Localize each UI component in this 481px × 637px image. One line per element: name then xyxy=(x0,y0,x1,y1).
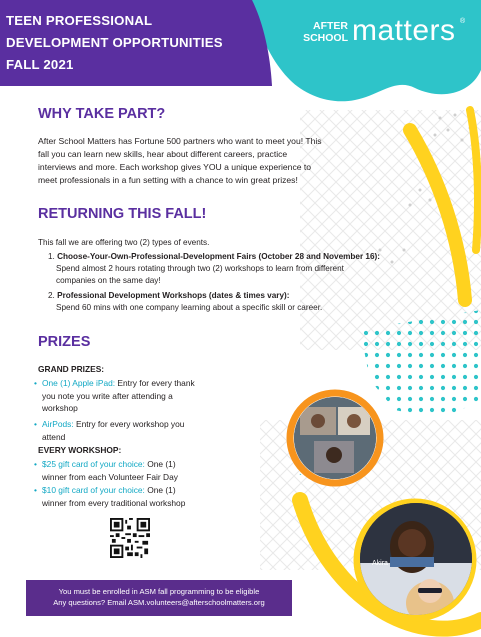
bullet-icon: • xyxy=(34,419,37,429)
bullet-icon: • xyxy=(34,459,37,469)
zoom-photo-students xyxy=(360,503,472,615)
bullet-icon: • xyxy=(34,378,37,388)
logo-registered-mark: ® xyxy=(460,18,466,25)
logo-word: AFTER xyxy=(313,20,348,32)
prize-text: One (1) xyxy=(147,459,176,469)
section-heading-why: WHY TAKE PART? xyxy=(38,106,166,122)
prize-text: winner from each Volunteer Fair Day xyxy=(42,471,178,482)
banner-line: Any questions? Email ASM.volunteers@afterschoolmatters.org xyxy=(53,598,265,607)
event-item-2-desc xyxy=(56,302,426,314)
item-desc-line: Spend 60 mins with one company learning about a specific skill or career. xyxy=(56,303,323,312)
prize-text: you note you write after attending a xyxy=(42,390,173,401)
paragraph-line: fall you can learn new skills, hear about different careers, practice xyxy=(38,149,288,159)
logo-wordmark: matters xyxy=(352,14,456,47)
event-item-1-desc xyxy=(56,263,426,287)
every-workshop-label: EVERY WORKSHOP: xyxy=(38,445,122,455)
item-number: 1. xyxy=(48,252,55,261)
prize-text: Entry for every workshop you xyxy=(75,419,185,429)
prize-text: winner from every traditional workshop xyxy=(42,497,186,508)
prize-highlight: $25 gift card of your choice: xyxy=(42,459,145,469)
after-school-matters-logo xyxy=(292,16,472,56)
prize-text: Entry for every thank xyxy=(117,378,195,388)
prize-text: attend xyxy=(42,431,66,442)
prize-highlight: AirPods: xyxy=(42,419,74,429)
flyer-title xyxy=(6,10,256,76)
prize-highlight: $10 gift card of your choice: xyxy=(42,485,145,495)
paragraph-line: After School Matters has Fortune 500 partners who want to meet you! This xyxy=(38,136,322,146)
event-item-2 xyxy=(48,290,428,302)
paragraph-line: meet professionals in a fun setting with a chance to win great prizes! xyxy=(38,175,298,185)
paragraph-line: interviews and more. Each workshop gives YOU a unique experience to xyxy=(38,162,312,172)
title-line: FALL 2021 xyxy=(6,57,74,72)
section-heading-returning: RETURNING THIS FALL! xyxy=(38,206,207,222)
item-title: Choose-Your-Own-Professional-Development Fairs (October 28 and November 16): xyxy=(57,252,380,261)
logo-word: SCHOOL xyxy=(303,32,348,44)
zoom-photo-group xyxy=(294,397,376,479)
grand-prizes-label: GRAND PRIZES: xyxy=(38,364,105,374)
photo-illustration xyxy=(360,503,472,615)
why-paragraph xyxy=(38,135,418,187)
prize-highlight: One (1) Apple iPad: xyxy=(42,378,116,388)
title-line: DEVELOPMENT OPPORTUNITIES xyxy=(6,35,223,50)
eligibility-banner xyxy=(26,580,292,616)
event-item-1 xyxy=(48,251,428,263)
photo-illustration xyxy=(294,397,376,479)
prize-text: One (1) xyxy=(147,485,176,495)
item-number: 2. xyxy=(48,291,55,300)
prize-item-ipad xyxy=(34,377,247,415)
item-desc-line: companies on the same day! xyxy=(56,276,161,285)
banner-line: You must be enrolled in ASM fall programming to be eligible xyxy=(58,587,260,596)
prize-text: workshop xyxy=(42,403,78,413)
qr-code[interactable] xyxy=(110,518,150,558)
prize-item-airpods xyxy=(34,418,247,443)
section-heading-prizes: PRIZES xyxy=(38,334,91,350)
bullet-icon: • xyxy=(34,485,37,495)
returning-intro: This fall we are offering two (2) types of events. xyxy=(38,238,210,247)
item-title: Professional Development Workshops (dates & times vary): xyxy=(57,291,290,300)
title-line: TEEN PROFESSIONAL xyxy=(6,13,153,28)
participant-name-tag: Akira xyxy=(372,560,388,567)
item-desc-line: Spend almost 2 hours rotating through two (2) workshops to learn from different xyxy=(56,264,344,273)
prize-item-25-gift-card xyxy=(34,458,247,483)
prize-item-10-gift-card xyxy=(34,484,247,509)
